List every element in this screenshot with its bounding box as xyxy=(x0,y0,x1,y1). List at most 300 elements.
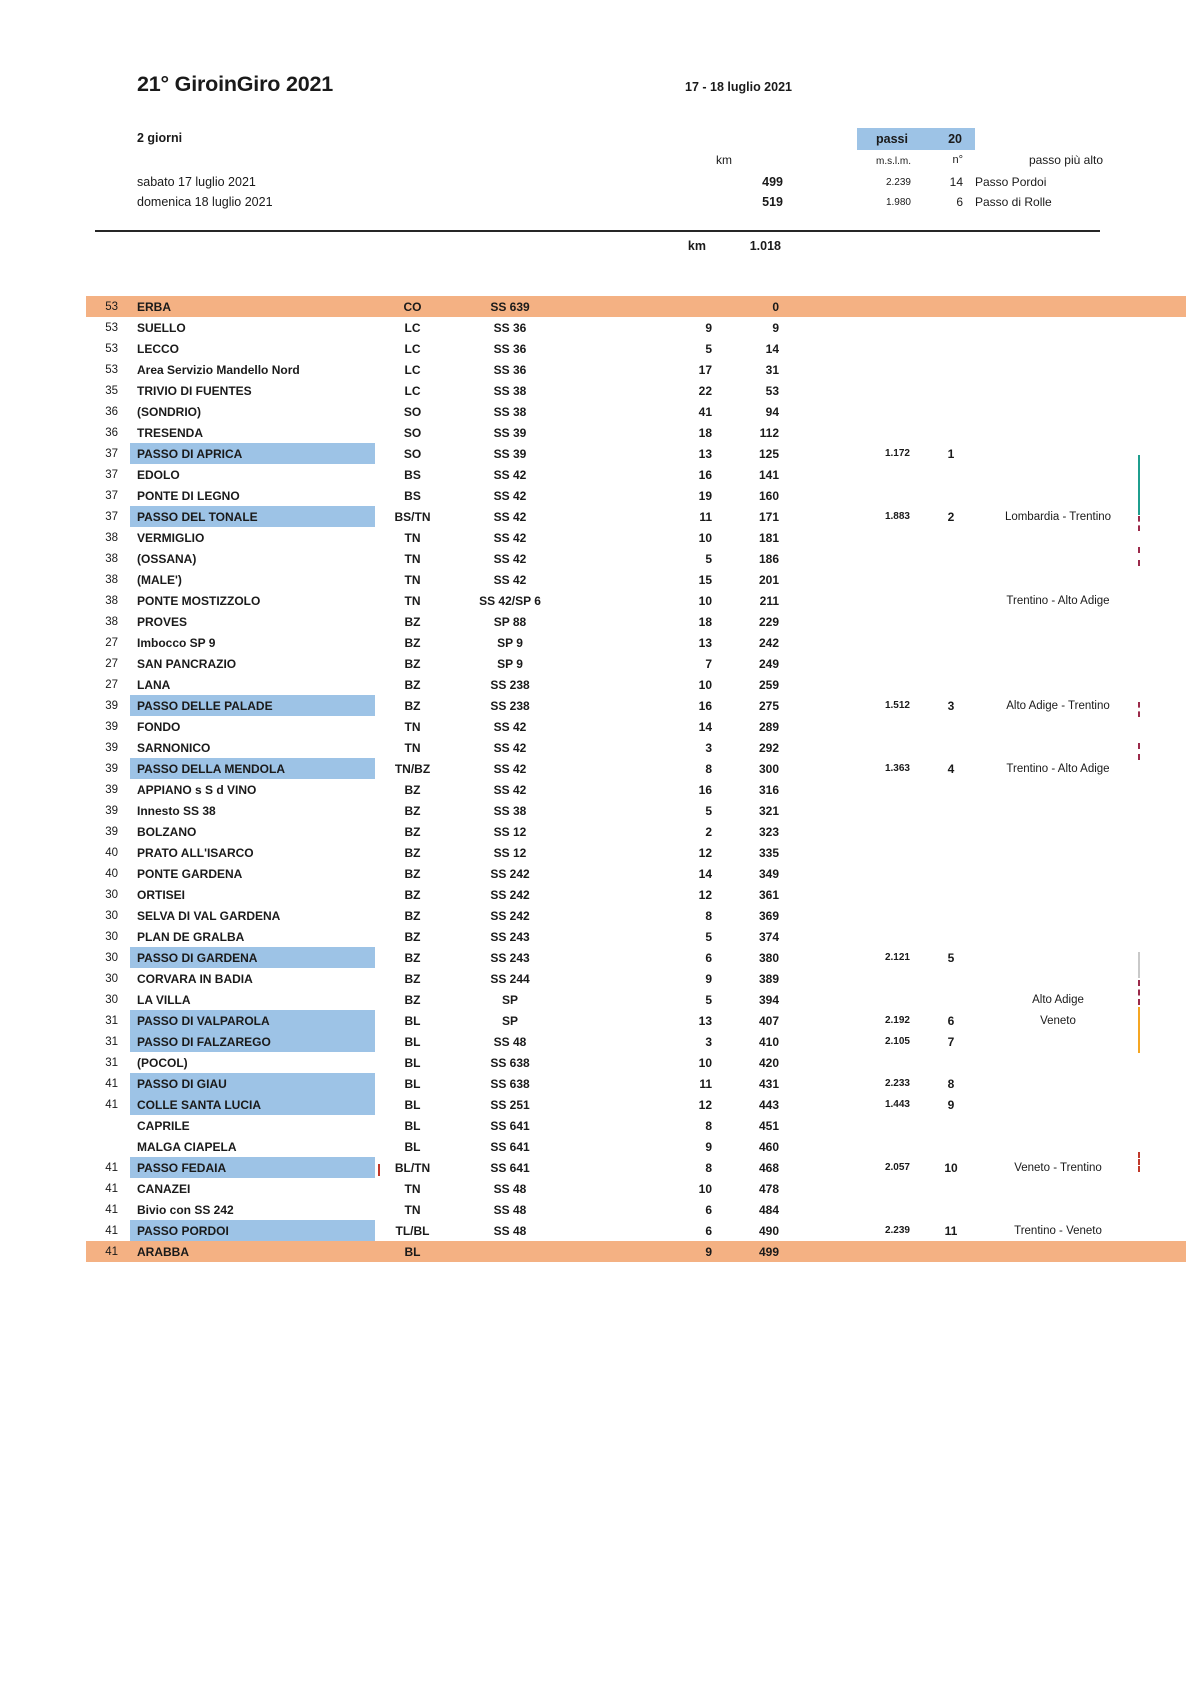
cell-cumulative-km: 249 xyxy=(758,656,779,671)
table-row xyxy=(86,968,1186,989)
cell-province: BZ xyxy=(404,635,421,650)
cell-road: SS 243 xyxy=(490,929,530,944)
cell-spacer xyxy=(118,1094,130,1115)
cell-road: SS 42 xyxy=(493,509,527,524)
cell-elevation xyxy=(780,611,911,632)
table-row xyxy=(86,338,1186,359)
cell-leg-km: 10 xyxy=(698,677,712,692)
cell-route-number: 53 xyxy=(105,321,118,334)
column-header-highest-pass: passo più alto xyxy=(1028,153,1103,167)
cell-province: BZ xyxy=(404,908,421,923)
cell-road: SS 639 xyxy=(490,299,530,314)
cell-place-name: Imbocco SP 9 xyxy=(137,635,216,650)
cell-pass-number xyxy=(911,359,991,380)
cell-province: TN xyxy=(404,1181,421,1196)
cell-region xyxy=(991,338,1125,359)
cell-filler xyxy=(1125,317,1186,338)
cell-spacer xyxy=(118,485,130,506)
cell-place-name: PASSO DELLE PALADE xyxy=(130,695,375,716)
cell-pass-number xyxy=(911,569,991,590)
cell-place-name: PASSO DI FALZAREGO xyxy=(130,1031,375,1052)
cell-pass-number xyxy=(911,632,991,653)
table-row xyxy=(86,1010,1186,1031)
column-header-km: km xyxy=(716,153,732,167)
cell-leg-km: 6 xyxy=(705,1223,712,1238)
cell-pass-number: 4 xyxy=(947,761,955,776)
cell-filler xyxy=(1125,611,1186,632)
table-row xyxy=(86,926,1186,947)
cell-route-number: 30 xyxy=(105,909,118,922)
cell-elevation xyxy=(780,632,911,653)
table-row xyxy=(86,464,1186,485)
cell-filler xyxy=(1125,1241,1186,1262)
cell-filler xyxy=(1125,695,1186,716)
cell-leg-km: 10 xyxy=(698,1055,712,1070)
cell-province: BZ xyxy=(404,698,421,713)
cell-filler xyxy=(1125,1094,1186,1115)
cell-elevation: 2.239 xyxy=(884,1225,910,1236)
cell-place-name: PONTE MOSTIZZOLO xyxy=(137,593,261,608)
cell-place-name: ERBA xyxy=(137,299,172,314)
cell-province: BZ xyxy=(404,824,421,839)
table-row xyxy=(86,506,1186,527)
cell-pass-number xyxy=(911,317,991,338)
cell-spacer xyxy=(118,1073,130,1094)
cell-leg-km: 9 xyxy=(705,320,712,335)
day2-km: 519 xyxy=(762,195,783,209)
cell-leg-km: 14 xyxy=(698,866,712,881)
cell-leg-km: 9 xyxy=(705,1244,712,1259)
cell-elevation xyxy=(780,884,911,905)
cell-place-name: PONTE GARDENA xyxy=(137,866,243,881)
cell-place-name: EDOLO xyxy=(137,467,180,482)
cell-route-number: 39 xyxy=(105,825,118,838)
table-row xyxy=(86,653,1186,674)
day1-label: sabato 17 luglio 2021 xyxy=(137,175,256,189)
cell-cumulative-km: 374 xyxy=(758,929,779,944)
cell-spacer xyxy=(118,905,130,926)
cell-cumulative-km: 229 xyxy=(758,614,779,629)
edge-mark xyxy=(1138,547,1140,566)
day2-label: domenica 18 luglio 2021 xyxy=(137,195,273,209)
cell-pass-number xyxy=(911,338,991,359)
cell-elevation xyxy=(780,1241,911,1262)
cell-cumulative-km: 499 xyxy=(758,1244,779,1259)
cell-cumulative-km: 316 xyxy=(758,782,779,797)
cell-elevation xyxy=(780,716,911,737)
cell-elevation: 2.192 xyxy=(884,1015,910,1026)
cell-spacer xyxy=(118,1157,130,1178)
cell-pass-number xyxy=(911,485,991,506)
total-km-value: 1.018 xyxy=(749,239,781,253)
table-row xyxy=(86,443,1186,464)
cell-place-name: LECCO xyxy=(137,341,179,356)
day1-highest-pass: Passo Pordoi xyxy=(975,175,1047,189)
cell-spacer xyxy=(118,1241,130,1262)
table-row xyxy=(86,905,1186,926)
day2-mslm: 1.980 xyxy=(885,197,911,208)
cell-region xyxy=(991,1073,1125,1094)
cell-cumulative-km: 349 xyxy=(758,866,779,881)
table-row xyxy=(86,842,1186,863)
cell-place-name: CAPRILE xyxy=(137,1118,190,1133)
cell-spacer xyxy=(118,464,130,485)
cell-region xyxy=(991,905,1125,926)
cell-route-number: 30 xyxy=(105,951,118,964)
cell-region: Veneto xyxy=(1040,1014,1076,1027)
cell-spacer xyxy=(118,1136,130,1157)
cell-road: SS 242 xyxy=(490,866,530,881)
cell-route-number: 39 xyxy=(105,804,118,817)
cell-road: SS 238 xyxy=(490,698,530,713)
table-row xyxy=(86,989,1186,1010)
cell-spacer xyxy=(118,1220,130,1241)
cell-region: Lombardia - Trentino xyxy=(1004,510,1112,523)
cell-cumulative-km: 484 xyxy=(758,1202,779,1217)
cell-route-number: 30 xyxy=(105,888,118,901)
cell-route-number: 37 xyxy=(105,489,118,502)
cell-spacer xyxy=(118,1199,130,1220)
cell-elevation: 1.443 xyxy=(884,1099,910,1110)
cell-region xyxy=(991,884,1125,905)
cell-pass-number xyxy=(911,905,991,926)
cell-region xyxy=(991,632,1125,653)
cell-elevation xyxy=(780,674,911,695)
cell-route-number: 41 xyxy=(105,1224,118,1237)
edge-mark xyxy=(1138,743,1140,760)
cell-province: SO xyxy=(403,404,422,419)
cell-elevation: 2.233 xyxy=(884,1078,910,1089)
cell-pass-number xyxy=(911,800,991,821)
cell-filler xyxy=(1125,779,1186,800)
cell-place-name: COLLE SANTA LUCIA xyxy=(130,1094,375,1115)
cell-place-name: PASSO DELLA MENDOLA xyxy=(130,758,375,779)
cell-province: BL xyxy=(404,1013,421,1028)
cell-cumulative-km: 289 xyxy=(758,719,779,734)
cell-road: SS 39 xyxy=(493,446,527,461)
cell-province: LC xyxy=(404,362,421,377)
cell-place-name: ORTISEI xyxy=(137,887,186,902)
edge-mark xyxy=(1138,952,1140,978)
cell-place-name: PASSO DI VALPAROLA xyxy=(130,1010,375,1031)
cell-region xyxy=(991,653,1125,674)
cell-route-number: 39 xyxy=(105,741,118,754)
cell-filler xyxy=(1125,590,1186,611)
cell-leg-km: 8 xyxy=(705,1160,712,1175)
cell-province: BZ xyxy=(404,803,421,818)
cell-filler xyxy=(1125,1220,1186,1241)
cell-spacer xyxy=(118,653,130,674)
cell-route-number: 30 xyxy=(105,972,118,985)
cell-road: SS 39 xyxy=(493,425,527,440)
cell-region xyxy=(991,401,1125,422)
table-row xyxy=(86,422,1186,443)
cell-filler xyxy=(1125,380,1186,401)
cell-province: LC xyxy=(404,320,421,335)
cell-spacer xyxy=(118,842,130,863)
cell-spacer xyxy=(118,1031,130,1052)
cell-spacer xyxy=(118,569,130,590)
cell-spacer xyxy=(118,863,130,884)
cell-cumulative-km: 292 xyxy=(758,740,779,755)
cell-province: BZ xyxy=(404,992,421,1007)
cell-cumulative-km: 181 xyxy=(758,530,779,545)
cell-place-name: CORVARA IN BADIA xyxy=(137,971,253,986)
cell-elevation xyxy=(780,527,911,548)
cell-province: BL xyxy=(404,1244,421,1259)
cell-road: SS 38 xyxy=(493,803,527,818)
cell-region xyxy=(991,1241,1125,1262)
cell-place-name: LA VILLA xyxy=(137,992,191,1007)
cell-spacer xyxy=(118,1115,130,1136)
cell-road: SS 48 xyxy=(493,1223,527,1238)
table-row xyxy=(86,1115,1186,1136)
cell-spacer xyxy=(118,338,130,359)
cell-filler xyxy=(1125,359,1186,380)
cell-cumulative-km: 211 xyxy=(759,593,779,608)
cell-spacer xyxy=(118,674,130,695)
cell-region xyxy=(991,968,1125,989)
cell-province: BZ xyxy=(404,656,421,671)
cell-province: BZ xyxy=(404,845,421,860)
cell-province: BZ xyxy=(404,971,421,986)
cell-cumulative-km: 321 xyxy=(758,803,779,818)
cell-region xyxy=(991,926,1125,947)
cell-pass-number xyxy=(911,884,991,905)
cell-filler xyxy=(1125,527,1186,548)
cell-road: SS 38 xyxy=(493,404,527,419)
table-row xyxy=(86,485,1186,506)
cell-elevation xyxy=(780,296,911,317)
cell-leg-km: 5 xyxy=(705,551,712,566)
cell-filler xyxy=(1125,296,1186,317)
cell-road xyxy=(450,1241,570,1262)
cell-elevation xyxy=(780,1178,911,1199)
cell-filler xyxy=(1125,1157,1186,1178)
cell-road: SS 238 xyxy=(490,677,530,692)
cell-road: SS 42 xyxy=(493,488,527,503)
table-row xyxy=(86,1073,1186,1094)
cell-elevation xyxy=(780,905,911,926)
cell-filler xyxy=(1125,1199,1186,1220)
cell-spacer xyxy=(118,800,130,821)
summary-divider xyxy=(95,230,1100,232)
cell-route-number: 30 xyxy=(105,993,118,1006)
cell-region xyxy=(991,296,1125,317)
cell-region: Trentino - Veneto xyxy=(1014,1224,1102,1237)
cell-province: CO xyxy=(403,299,422,314)
cell-leg-km: 15 xyxy=(698,572,712,587)
cell-place-name: PONTE DI LEGNO xyxy=(137,488,240,503)
cell-pass-number xyxy=(911,1052,991,1073)
date-range: 17 - 18 luglio 2021 xyxy=(685,80,792,94)
cell-route-number: 41 xyxy=(105,1098,118,1111)
cell-cumulative-km: 323 xyxy=(758,824,779,839)
cell-place-name: FONDO xyxy=(137,719,181,734)
cell-cumulative-km: 0 xyxy=(772,299,779,314)
cell-region xyxy=(991,464,1125,485)
cell-cumulative-km: 300 xyxy=(758,761,779,776)
cell-province: TL/BL xyxy=(395,1223,430,1238)
cell-pass-number xyxy=(911,1136,991,1157)
cell-elevation xyxy=(780,569,911,590)
cell-filler xyxy=(1125,1010,1186,1031)
cell-region xyxy=(991,359,1125,380)
cell-cumulative-km: 53 xyxy=(765,383,779,398)
cell-pass-number xyxy=(911,674,991,695)
cell-spacer xyxy=(118,926,130,947)
cell-pass-number xyxy=(911,863,991,884)
cell-spacer xyxy=(118,548,130,569)
cell-filler xyxy=(1125,821,1186,842)
cell-place-name: (SONDRIO) xyxy=(137,404,201,419)
cell-region xyxy=(991,1031,1125,1052)
cell-road: SS 38 xyxy=(493,383,527,398)
column-header-n: n° xyxy=(952,154,963,166)
cell-region: Veneto - Trentino xyxy=(1014,1161,1102,1174)
cell-elevation xyxy=(780,842,911,863)
cell-road: SS 42 xyxy=(493,572,527,587)
cell-elevation: 2.121 xyxy=(884,952,910,963)
cell-leg-km: 13 xyxy=(698,1013,712,1028)
cell-place-name: SUELLO xyxy=(137,320,186,335)
cell-province: TN xyxy=(404,740,421,755)
cell-place-name: PLAN DE GRALBA xyxy=(137,929,245,944)
cell-region xyxy=(991,1136,1125,1157)
cell-pass-number xyxy=(911,716,991,737)
cell-leg-km: 9 xyxy=(705,971,712,986)
cell-pass-number xyxy=(911,1178,991,1199)
cell-cumulative-km: 186 xyxy=(758,551,779,566)
cell-pass-number xyxy=(911,401,991,422)
day1-km: 499 xyxy=(762,175,783,189)
cell-route-number: 53 xyxy=(105,300,118,313)
cell-place-name: SARNONICO xyxy=(137,740,211,755)
cell-region xyxy=(991,548,1125,569)
cell-spacer xyxy=(118,422,130,443)
cell-road: SP 9 xyxy=(497,656,523,671)
cell-road: SS 36 xyxy=(493,320,527,335)
cell-road: SS 42 xyxy=(493,761,527,776)
cell-cumulative-km: 14 xyxy=(765,341,779,356)
cell-route-number: 41 xyxy=(105,1161,118,1174)
cell-leg-km: 6 xyxy=(705,950,712,965)
cell-place-name: BOLZANO xyxy=(137,824,197,839)
cell-filler xyxy=(1125,1052,1186,1073)
cell-road: SS 42 xyxy=(493,719,527,734)
cell-road: SS 242 xyxy=(490,887,530,902)
cell-place-name: TRIVIO DI FUENTES xyxy=(137,383,252,398)
cell-spacer xyxy=(118,758,130,779)
cell-leg-km: 41 xyxy=(698,404,712,419)
cell-route-number: 39 xyxy=(105,762,118,775)
cell-elevation: 1.172 xyxy=(884,448,910,459)
cell-province: BZ xyxy=(404,887,421,902)
cell-filler xyxy=(1125,422,1186,443)
cell-pass-number xyxy=(911,1241,991,1262)
cell-route-number: 35 xyxy=(105,384,118,397)
cell-route-number: 39 xyxy=(105,783,118,796)
cell-road: SP 9 xyxy=(497,635,523,650)
cell-road: SS 12 xyxy=(493,824,527,839)
cell-leg-km xyxy=(570,296,713,317)
cell-elevation xyxy=(780,737,911,758)
edge-mark xyxy=(1138,1007,1140,1053)
cell-road: SS 251 xyxy=(490,1097,530,1112)
cell-spacer xyxy=(118,359,130,380)
cell-spacer xyxy=(118,380,130,401)
cell-road: SS 42 xyxy=(493,551,527,566)
cell-elevation xyxy=(780,653,911,674)
cell-spacer xyxy=(118,821,130,842)
table-row xyxy=(86,1220,1186,1241)
cell-road: SS 42 xyxy=(493,782,527,797)
cell-filler xyxy=(1125,338,1186,359)
cell-spacer xyxy=(118,611,130,632)
cell-province: BS xyxy=(404,488,421,503)
cell-cumulative-km: 443 xyxy=(758,1097,779,1112)
cell-place-name: PASSO DI APRICA xyxy=(130,443,375,464)
table-row xyxy=(86,569,1186,590)
table-row xyxy=(86,758,1186,779)
cell-road: SP xyxy=(501,992,518,1007)
cell-province: BL xyxy=(404,1097,421,1112)
cell-leg-km: 9 xyxy=(705,1139,712,1154)
cell-province: BZ xyxy=(404,677,421,692)
cell-province: BZ xyxy=(404,929,421,944)
cell-pass-number xyxy=(911,380,991,401)
cell-spacer xyxy=(118,1178,130,1199)
cell-region xyxy=(991,1178,1125,1199)
cell-region: Alto Adige xyxy=(1032,993,1084,1006)
cell-region xyxy=(991,1199,1125,1220)
cell-province: BZ xyxy=(404,866,421,881)
cell-cumulative-km: 394 xyxy=(758,992,779,1007)
cell-route-number: 37 xyxy=(105,510,118,523)
table-row xyxy=(86,674,1186,695)
cell-leg-km: 11 xyxy=(699,509,712,524)
cell-filler xyxy=(1125,632,1186,653)
table-row xyxy=(86,1136,1186,1157)
cell-road: SS 42/SP 6 xyxy=(479,593,541,608)
cell-cumulative-km: 410 xyxy=(758,1034,779,1049)
cell-region xyxy=(991,380,1125,401)
cell-leg-km: 12 xyxy=(698,887,712,902)
cell-leg-km: 18 xyxy=(698,425,712,440)
cell-road: SS 641 xyxy=(490,1118,530,1133)
cell-elevation: 2.105 xyxy=(884,1036,910,1047)
cell-route-number: 38 xyxy=(105,615,118,628)
cell-filler xyxy=(1125,989,1186,1010)
cell-pass-number: 7 xyxy=(947,1034,955,1049)
cell-spacer xyxy=(118,1052,130,1073)
cell-pass-number xyxy=(911,590,991,611)
cell-spacer xyxy=(118,716,130,737)
cell-road: SS 48 xyxy=(493,1181,527,1196)
cell-province: TN/BZ xyxy=(394,761,431,776)
cell-pass-number xyxy=(911,611,991,632)
cell-cumulative-km: 380 xyxy=(758,950,779,965)
cell-filler xyxy=(1125,401,1186,422)
table-row xyxy=(86,821,1186,842)
cell-cumulative-km: 490 xyxy=(758,1223,779,1238)
table-row xyxy=(86,632,1186,653)
cell-cumulative-km: 389 xyxy=(758,971,779,986)
cell-region xyxy=(991,1094,1125,1115)
cell-filler xyxy=(1125,464,1186,485)
cell-leg-km: 5 xyxy=(705,929,712,944)
cell-filler xyxy=(1125,1115,1186,1136)
